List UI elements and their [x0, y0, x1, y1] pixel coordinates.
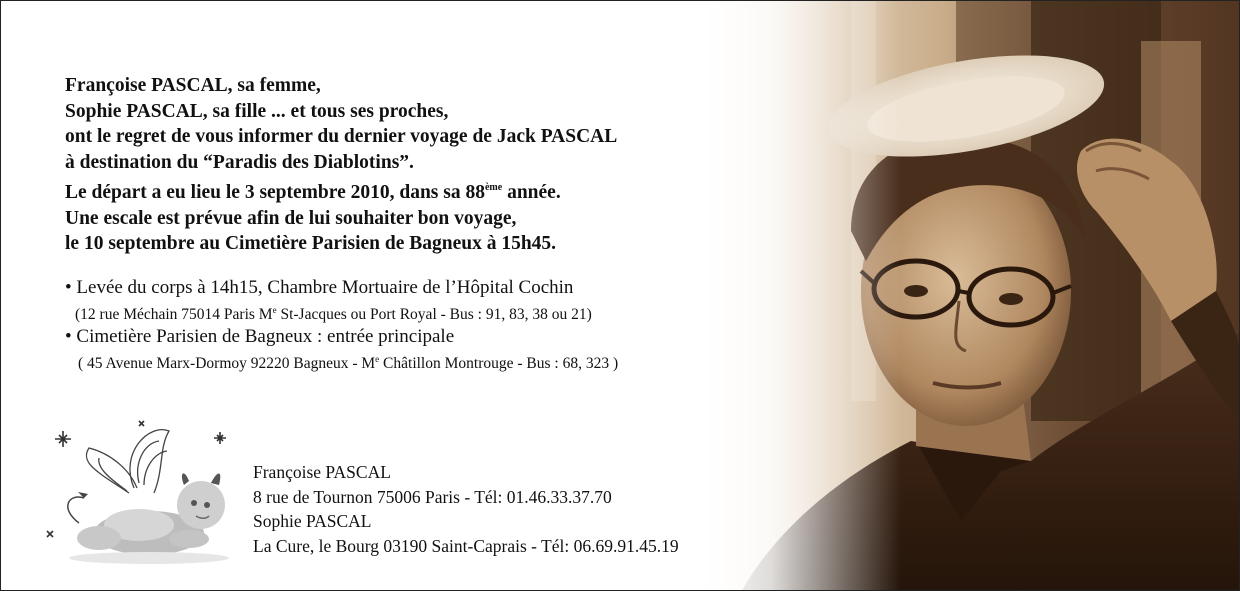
departure-ordinal-suffix: ème	[484, 182, 503, 193]
address-text-end: St-Jacques ou Port Royal - Bus : 91, 83, 38 ou 21)	[276, 306, 592, 323]
announcement-text	[65, 73, 785, 257]
detail-item-levee: • Levée du corps à 14h15, Chambre Mortuaire de l’Hôpital Cochin	[65, 277, 574, 298]
contact-address-1: 8 rue de Tournon 75006 Paris - Tél: 01.46.33.37.70	[253, 486, 612, 507]
metro-suffix: e	[272, 305, 277, 315]
baby-devil-illustration	[39, 413, 249, 573]
detail-item-cimetiere-address	[65, 349, 785, 374]
announce-line-3: ont le regret de vous informer du dernier voyage de Jack PASCAL	[65, 126, 618, 147]
ceremony-details	[65, 276, 785, 374]
detail-item-levee-address	[65, 300, 785, 325]
contact-block	[253, 460, 679, 558]
announce-line-1: Françoise PASCAL, sa femme,	[65, 75, 321, 96]
detail-item-cimetiere: • Cimetière Parisien de Bagneux : entrée principale	[65, 326, 455, 347]
announce-line-4: à destination du “Paradis des Diablotins”.	[65, 151, 414, 173]
address-text: ( 45 Avenue Marx-Dormoy 92220 Bagneux - M	[78, 355, 376, 372]
metro-suffix: e	[375, 354, 380, 364]
announce-line-7: le 10 septembre au Cimetière Parisien de Bagneux à 15h45.	[65, 233, 557, 254]
address-text-end: Châtillon Montrouge - Bus : 68, 323 )	[379, 355, 619, 372]
departure-text: Le départ a eu lieu le 3 septembre 2010, dans sa 88	[65, 182, 485, 203]
contact-name-2: Sophie PASCAL	[253, 511, 372, 531]
announce-departure-line	[65, 175, 785, 206]
address-text: (12 rue Méchain 75014 Paris M	[75, 306, 273, 323]
contact-address-2: La Cure, le Bourg 03190 Saint-Caprais - Tél: 06.69.91.45.19	[253, 535, 679, 556]
departure-text-end: année.	[502, 182, 561, 203]
announce-line-6: Une escale est prévue afin de lui souhaiter bon voyage,	[65, 207, 517, 229]
announce-line-2: Sophie PASCAL, sa fille ... et tous ses proches,	[65, 100, 449, 122]
contact-name-1: Françoise PASCAL	[253, 462, 391, 482]
